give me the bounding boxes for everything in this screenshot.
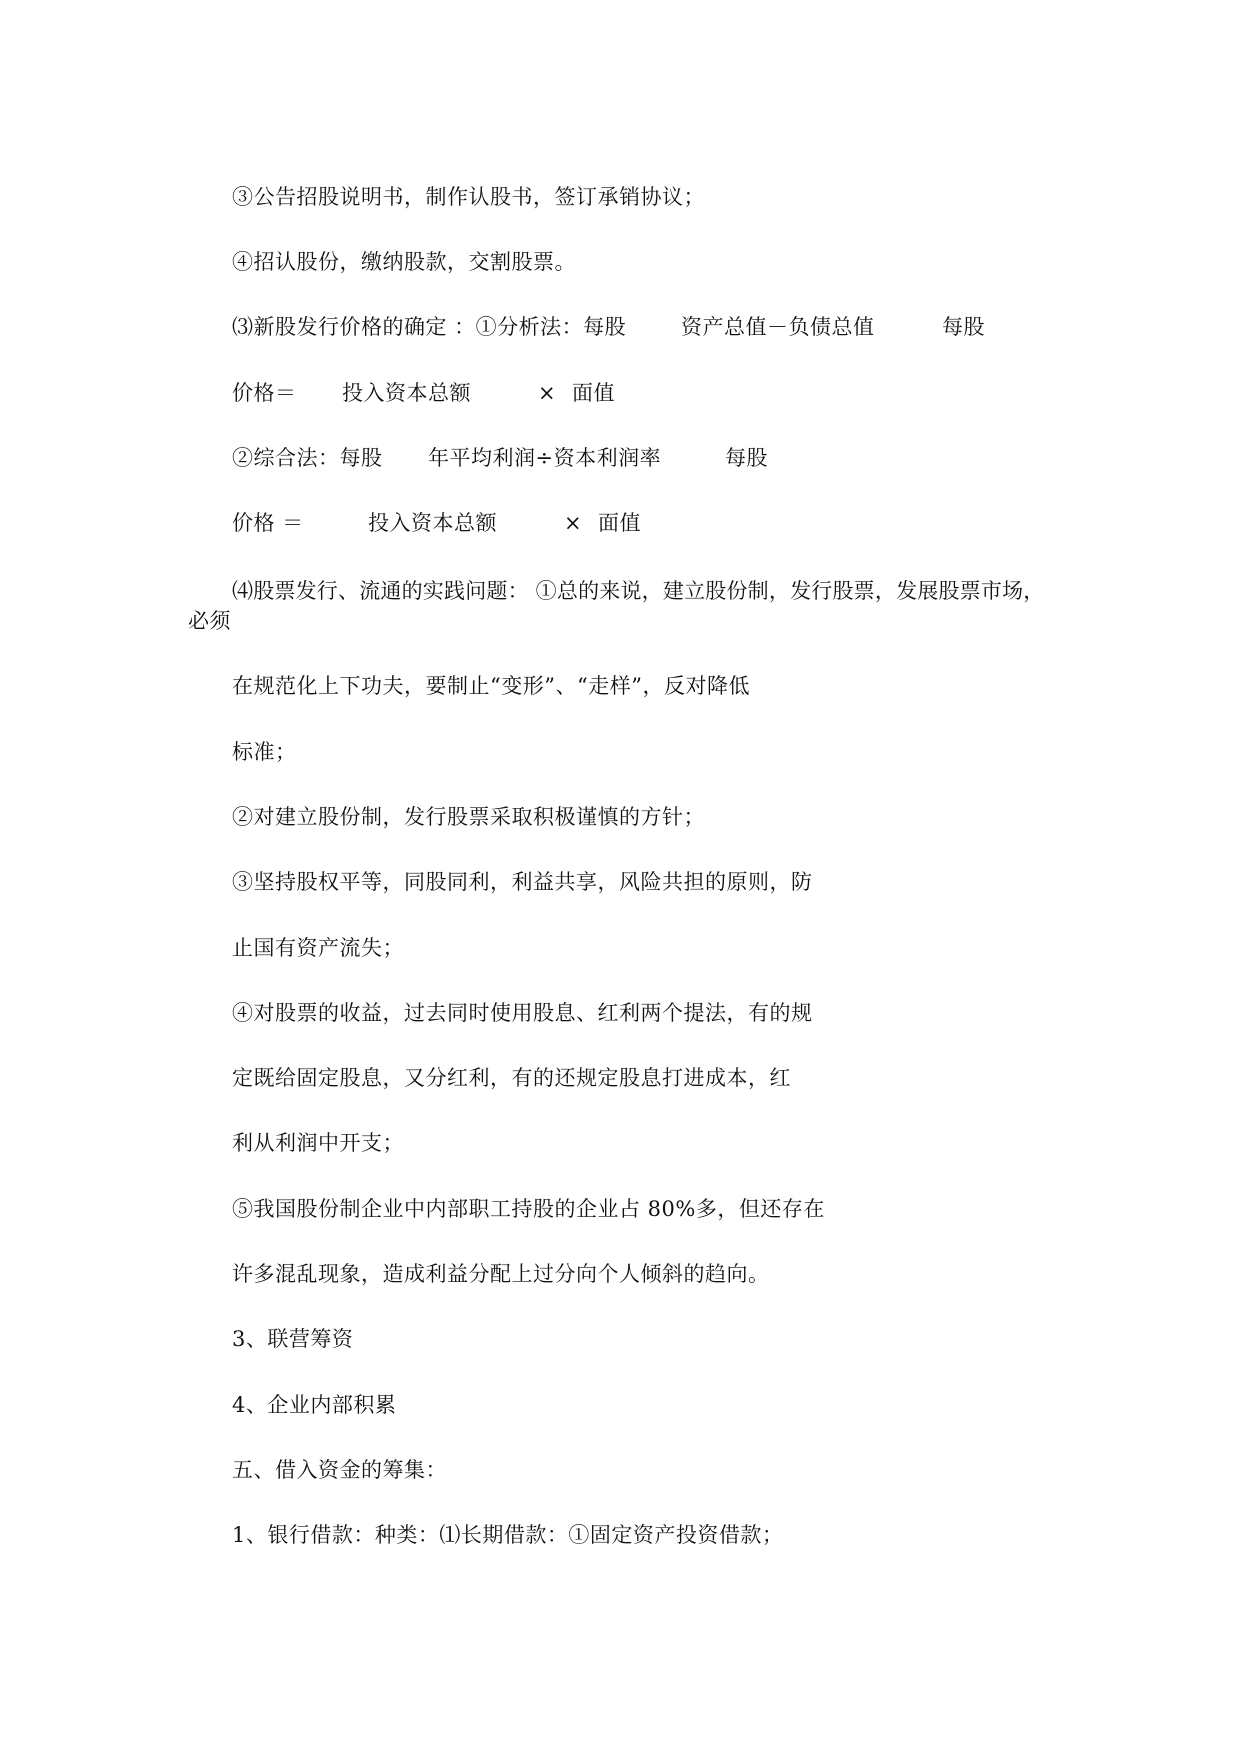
- formula-numerator: 年平均利润÷资本利润率: [428, 446, 662, 470]
- section-heading: 五、借入资金的筹集：: [232, 1458, 447, 1482]
- formula-denominator: 投入资本总额: [368, 511, 497, 535]
- formula-times: ×: [538, 381, 557, 405]
- text-line: ③坚持股权平等，同股同利，利益共享，风险共担的原则，防: [232, 870, 813, 894]
- text-line: 定既给固定股息，又分红利，有的还规定股息打进成本，红: [232, 1066, 791, 1090]
- text-line: 标准；: [232, 740, 297, 764]
- formula-numerator: 资产总值－负债总值: [681, 315, 875, 339]
- formula-times: ×: [564, 511, 583, 535]
- text-line: ⑤我国股份制企业中内部职工持股的企业占 80%多，但还存在: [232, 1197, 825, 1221]
- formula-label: ②综合法：每股: [232, 446, 383, 470]
- text-line: 1、银行借款：种类：⑴长期借款：①固定资产投资借款；: [232, 1523, 784, 1547]
- formula-price-label: 价格 ＝: [232, 511, 304, 535]
- section-heading: 3、联营筹资: [232, 1327, 354, 1351]
- text-line: ⑷股票发行、流通的实践问题： ①总的来说，建立股份制，发行股票，发展股票市场，: [232, 579, 1045, 603]
- formula-label: ⑶新股发行价格的确定 ：①分析法：每股: [232, 315, 627, 339]
- text-line: ③公告招股说明书，制作认股书，签订承销协议；: [232, 185, 705, 209]
- text-line-wrap: 必须: [188, 609, 231, 633]
- formula-par-value: 面值: [572, 381, 615, 405]
- formula-price-label: 价格＝: [232, 381, 297, 405]
- formula-denominator: 投入资本总额: [342, 381, 471, 405]
- text-line: ④招认股份，缴纳股款，交割股票。: [232, 250, 576, 274]
- text-line: 许多混乱现象，造成利益分配上过分向个人倾斜的趋向。: [232, 1262, 770, 1286]
- section-heading: 4、企业内部积累: [232, 1393, 397, 1417]
- formula-per-share: 每股: [942, 315, 985, 339]
- formula-per-share: 每股: [725, 446, 768, 470]
- text-line: ②对建立股份制，发行股票采取积极谨慎的方针；: [232, 805, 705, 829]
- text-line: 止国有资产流失；: [232, 936, 404, 960]
- text-line: ④对股票的收益，过去同时使用股息、红利两个提法，有的规: [232, 1001, 813, 1025]
- text-line: 利从利润中开支；: [232, 1131, 404, 1155]
- formula-par-value: 面值: [598, 511, 641, 535]
- text-line: 在规范化上下功夫，要制止“变形”、“走样”，反对降低: [232, 674, 750, 698]
